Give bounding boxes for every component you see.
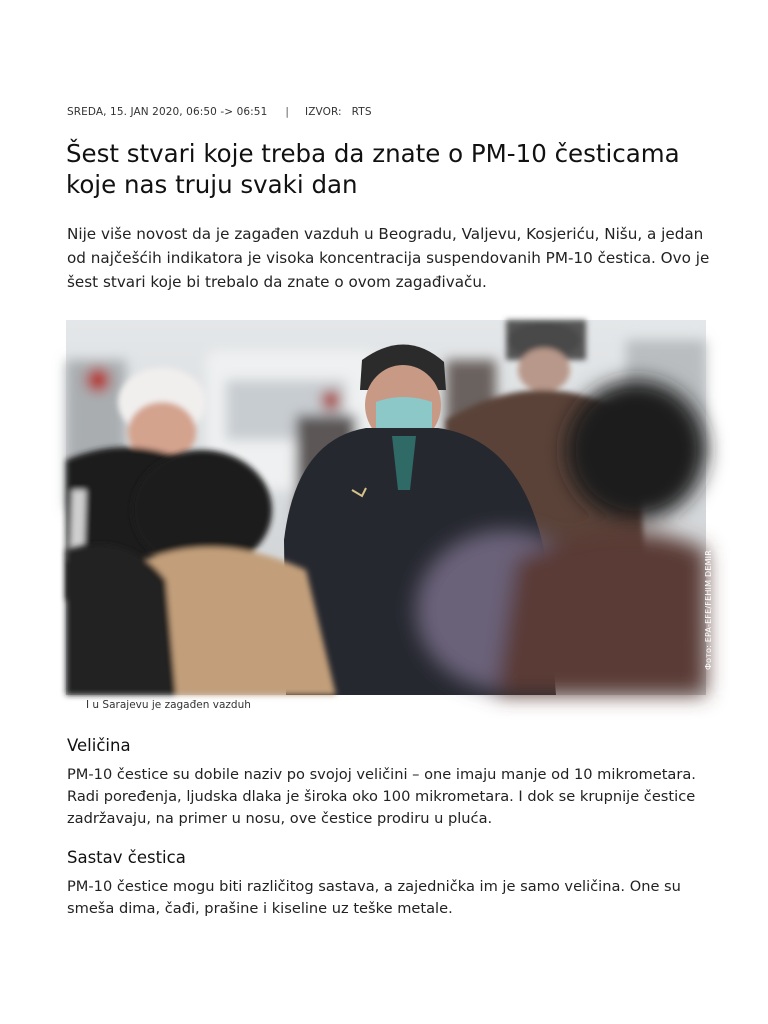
meta-separator: | — [285, 106, 289, 118]
article-lead: Nije više novost da je zagađen vazduh u Beogradu, Valjevu, Kosjeriću, Nišu, a jedan od najčešćih indikatora je visoka koncentracija suspendovanih PM-10 čestica. Ovo je šest stvari koje bi trebalo da znate o ovom zagađivaču. — [67, 225, 710, 291]
photo-credit: Фото: EPA-EFE/FEHIM DEMIR — [704, 550, 713, 671]
section-heading-sastav: Sastav čestica — [67, 848, 186, 867]
section-text-velicina: PM-10 čestice su dobile naziv po svojoj veličini – one imaju manje od 10 mikrometara. Radi poređenja, ljudska dlaka je široka oko 100 mikrometara. I dok se krupnije čestice zadržavaju, na primer u nosu, ove čestice prodiru u pluća. — [67, 766, 696, 827]
article-photo[interactable] — [66, 320, 713, 695]
section-text-sastav: PM-10 čestice mogu biti različitog sastava, a zajednička im je samo veličina. One su smeša dima, čađi, prašine i kiseline uz teške metale. — [67, 878, 681, 917]
street-scene-illustration — [66, 320, 706, 695]
source-link[interactable]: RTS — [351, 106, 372, 118]
section-heading-velicina: Veličina — [67, 736, 131, 755]
source-label: IZVOR: — [305, 106, 342, 118]
photo-caption: I u Sarajevu je zagađen vazduh — [86, 699, 251, 711]
article-title: Šest stvari koje treba da znate o PM-10 česticama koje nas truju svaki dan — [66, 139, 680, 199]
publish-date: SREDA, 15. JAN 2020, 06:50 -> 06:51 — [67, 106, 268, 118]
article-meta — [67, 106, 372, 118]
